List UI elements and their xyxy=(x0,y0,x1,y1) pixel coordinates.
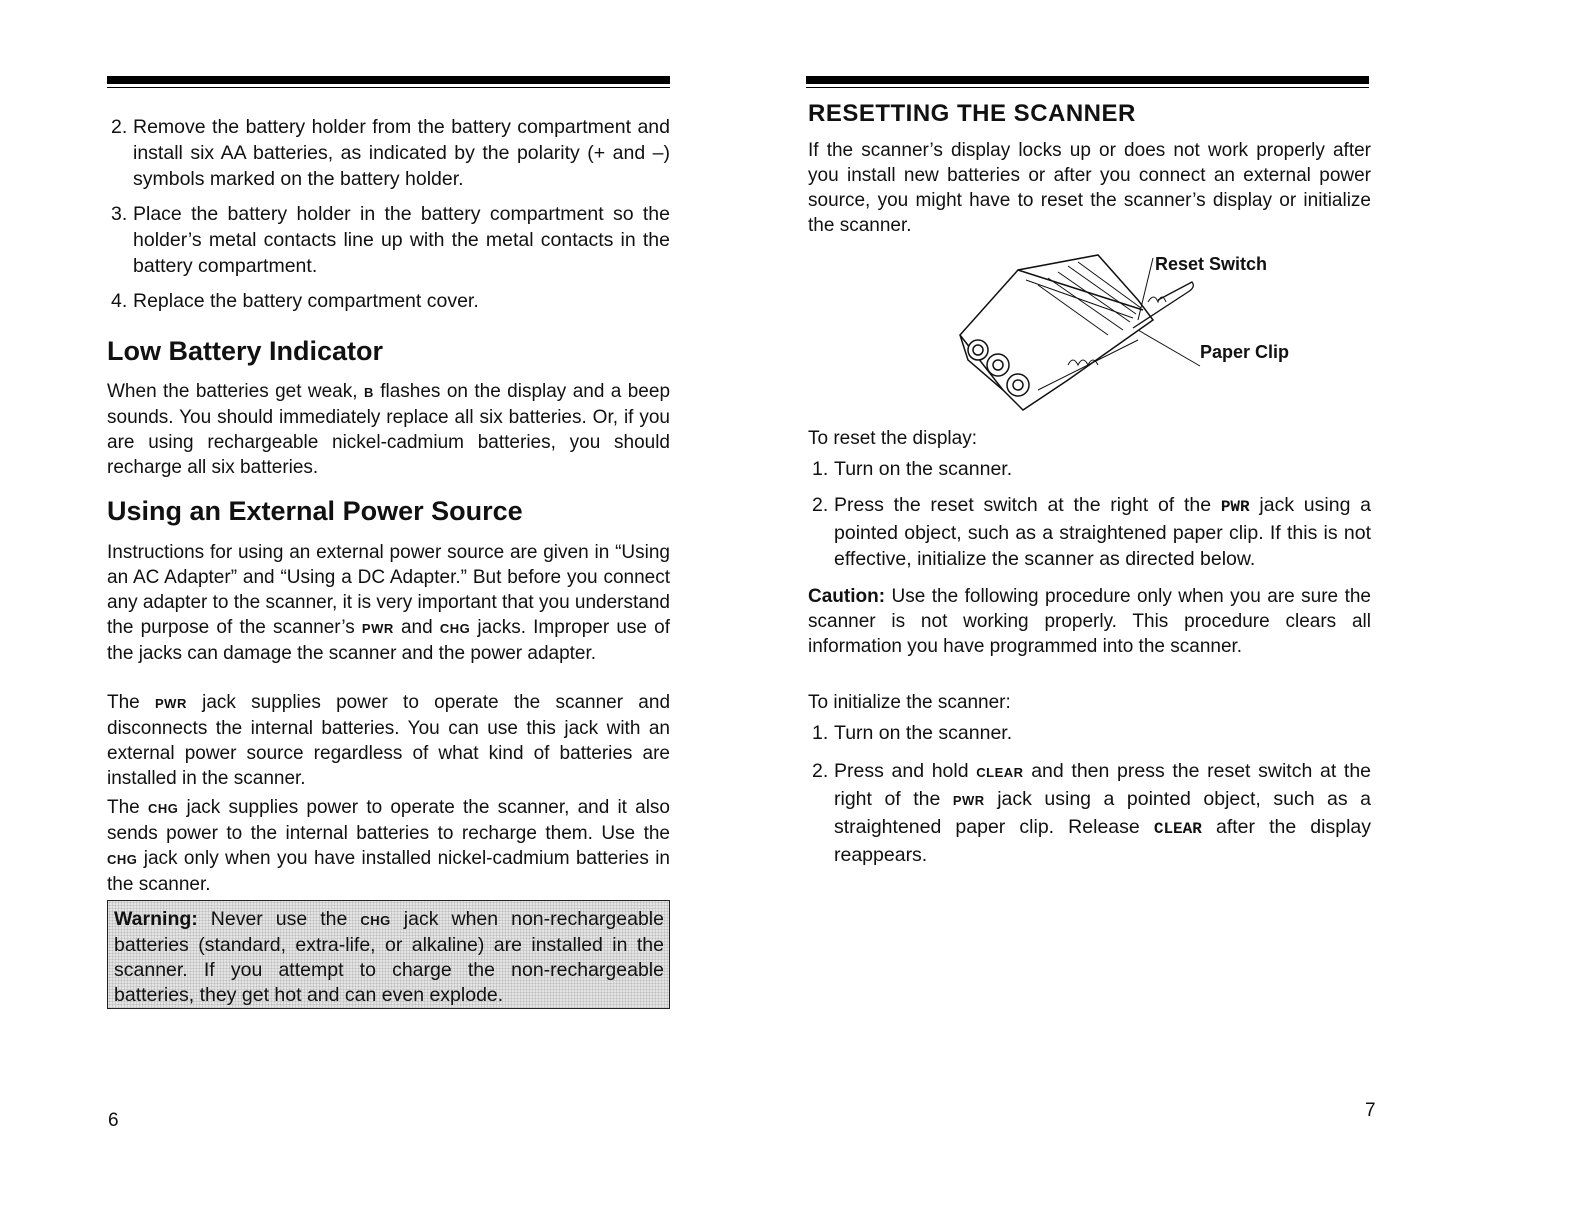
right-top-rule-thin xyxy=(806,87,1369,88)
low-battery-text: When the batteries get weak, B flashes on the display and a beep sounds. You should immediately replace all six batteries. Or, if you are using rechargeable nickel-cadmium batteries, you should recharge all six batteries. xyxy=(107,381,671,478)
external-power-para-3: The CHG jack supplies power to operate the scanner, and it also sends power to the internal batteries to recharge them. Use the CHG jack only when you have installed nickel-cadmium batteries in the scanner. xyxy=(107,797,670,895)
left-top-rule xyxy=(107,76,670,84)
scanner-body xyxy=(960,255,1153,410)
battery-symbol: B xyxy=(363,385,374,400)
step-2-text: Remove the battery holder from the battery compartment and install six AA batteries, as indicated by the polarity (+ and –) symbols marked on the battery holder. xyxy=(133,116,670,190)
page-number-right: 7 xyxy=(1365,1100,1376,1121)
step-4: 4. Replace the battery compartment cover. xyxy=(111,290,479,312)
reset-steps xyxy=(808,456,1371,572)
page-number-left: 6 xyxy=(108,1110,119,1131)
warning-box: Warning: Never use the CHG jack when non-rechargeable batteries (standard, extra-life, or alkaline) are installed in the scanner. If you attempt to charge the non-rechargeable batteries, they get hot and can even explode. xyxy=(107,900,670,1009)
battery-steps xyxy=(107,114,670,314)
external-power-para-2: The PWR jack supplies power to operate the scanner and disconnects the internal batteries. You can use this jack with an external power source regardless of what kind of batteries are installed in the scanner. xyxy=(107,692,671,789)
left-top-rule-thin xyxy=(107,87,670,88)
initialize-steps xyxy=(808,720,1371,868)
paper-clip-label: Paper Clip xyxy=(1200,342,1290,362)
reset-display-lead: To reset the display: xyxy=(808,428,977,449)
resetting-intro: If the scanner’s display locks up or does not work properly after you install new batteries or after you connect an external power source, you might have to reset the scanner’s display or initialize the scanner. xyxy=(808,140,1371,236)
reset-switch-label: Reset Switch xyxy=(1155,254,1268,274)
step-3-text: Place the battery holder in the battery compartment so the holder’s metal contacts line up with the metal contacts in the battery compartment. xyxy=(133,203,670,277)
step-2: 2. Remove the battery holder from the battery compartment and install six AA batteries, as indicated by the polarity (+ and –) symbols marked on the battery holder. xyxy=(111,116,670,190)
caution-label: Caution: xyxy=(808,586,886,607)
caution-paragraph: Caution: Use the following procedure only when you are sure the scanner is not working properly. This procedure clears all information you have programmed into the scanner. xyxy=(808,586,1371,657)
knob-2 xyxy=(987,354,1009,376)
resetting-heading: RESETTING THE SCANNER xyxy=(808,100,1136,127)
low-battery-heading: Low Battery Indicator xyxy=(107,336,384,366)
step-4-text: Replace the battery compartment cover. xyxy=(133,290,479,312)
init-step-2: 2. Press and hold CLEAR and then press the reset switch at the right of the PWR jack using a pointed object, such as a straightened paper clip. Release CLEAR after the display reappears. xyxy=(812,760,1372,866)
warning-label: Warning: xyxy=(114,908,198,930)
knob-1 xyxy=(968,340,988,360)
init-step-1: 1. Turn on the scanner. xyxy=(812,722,1013,744)
right-top-rule xyxy=(806,76,1369,84)
knob-3 xyxy=(1007,374,1029,396)
external-power-para-1: Instructions for using an external power source are given in “Using an AC Adapter” and “Using a DC Adapter.” But before you connect any adapter to the scanner, it is very important that you understand the purpose of the scanner’s PWR and CHG jacks. Improper use of the jacks can damage the scanner and the power adapter. xyxy=(107,542,671,664)
external-power-heading: Using an External Power Source xyxy=(107,496,523,526)
step-3: 3. Place the battery holder in the battery compartment so the holder’s metal contacts line up with the metal contacts in the battery compartment. xyxy=(111,203,670,277)
initialize-lead: To initialize the scanner: xyxy=(808,692,1011,713)
reset-step-2: 2. Press the reset switch at the right of the PWR jack using a pointed object, such as a straightened paper clip. If this is not effective, initialize the scanner as directed below. xyxy=(812,494,1372,570)
reset-step-1: 1. Turn on the scanner. xyxy=(812,458,1013,480)
scanner-illustration xyxy=(808,240,1371,415)
